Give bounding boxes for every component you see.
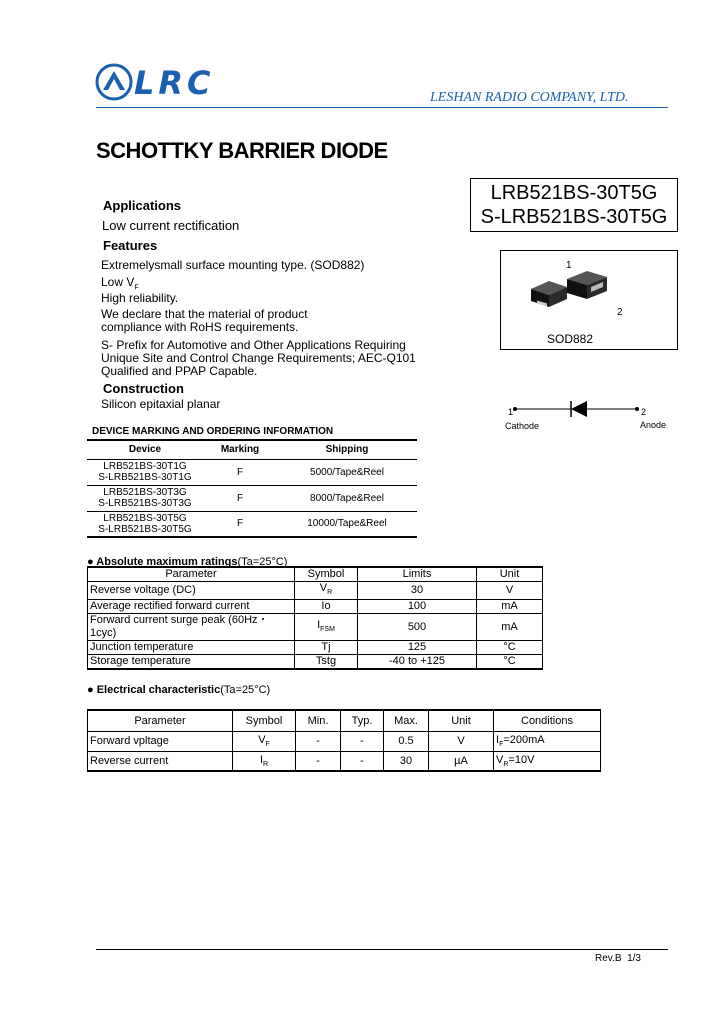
typ-cell: - bbox=[341, 751, 384, 771]
feature-item: S- Prefix for Automotive and Other Applications Requiring bbox=[101, 338, 406, 352]
features-heading: Features bbox=[103, 238, 158, 253]
limits-cell: 125 bbox=[358, 641, 477, 655]
construction-heading: Construction bbox=[103, 381, 184, 396]
shipping-cell: 5000/Tape&Reel bbox=[310, 466, 384, 478]
col-parameter: Parameter bbox=[88, 567, 295, 582]
col-unit: Unit bbox=[429, 710, 494, 731]
table-header-row bbox=[87, 441, 417, 459]
logo-text: LRC bbox=[134, 64, 215, 102]
feature-item: compliance with RoHS requirements. bbox=[101, 320, 299, 334]
col-parameter: Parameter bbox=[88, 710, 233, 731]
col-conditions: Conditions bbox=[494, 710, 601, 731]
table-header-row bbox=[88, 710, 601, 731]
limits-cell: -40 to +125 bbox=[358, 655, 477, 670]
absolute-heading: ● Absolute maximum ratings(Ta=25°C) bbox=[87, 556, 288, 568]
symbol-cell: Tstg bbox=[295, 655, 358, 670]
marking-cell: F bbox=[236, 466, 244, 478]
symbol-cell: $I_{FSM}$ bbox=[295, 614, 358, 641]
col-unit: Unit bbox=[477, 567, 543, 582]
col-marking: Marking bbox=[220, 444, 260, 456]
typ-cell: - bbox=[341, 731, 384, 751]
unit-cell: °C bbox=[477, 641, 543, 655]
feature-item: High reliability. bbox=[101, 291, 179, 305]
symbol-cell: Io bbox=[295, 600, 358, 614]
max-cell: 0.5 bbox=[384, 731, 429, 751]
part-number-box bbox=[470, 178, 678, 232]
parameter-cell: Average rectified forward current bbox=[88, 600, 295, 614]
part-number-1: LRB521BS-30T5G bbox=[490, 182, 658, 204]
electrical-heading: ● Electrical characteristic(Ta=25°C) bbox=[87, 684, 271, 696]
table-row bbox=[87, 485, 417, 511]
absolute-ratings-table bbox=[87, 566, 543, 670]
col-symbol: Symbol bbox=[295, 567, 358, 582]
parameter-cell: Junction temperature bbox=[88, 641, 295, 655]
col-symbol: Symbol bbox=[233, 710, 296, 731]
symbol-cell: Tj bbox=[295, 641, 358, 655]
table-row bbox=[88, 655, 543, 670]
applications-text: Low current rectification bbox=[102, 218, 240, 233]
header-rule bbox=[96, 107, 668, 108]
symbol-pin2-label: 2 bbox=[641, 407, 647, 417]
limits-cell: 100 bbox=[358, 600, 477, 614]
parameter-cell: Forward vpltage bbox=[88, 731, 233, 751]
feature-item: Qualified and PPAP Capable. bbox=[101, 364, 258, 378]
company-name: LESHAN RADIO COMPANY, LTD. bbox=[430, 90, 629, 105]
page-number: 1/3 bbox=[627, 953, 641, 964]
construction-text: Silicon epitaxial planar bbox=[101, 397, 221, 411]
col-device: Device bbox=[128, 444, 162, 456]
electrical-table bbox=[87, 709, 601, 772]
applications-heading: Applications bbox=[103, 198, 182, 213]
lrc-logo-icon bbox=[94, 62, 134, 102]
feature-item: Low $V_F$ bbox=[101, 275, 139, 292]
limits-cell: 500 bbox=[358, 614, 477, 641]
col-max: Max. bbox=[384, 710, 429, 731]
symbol-cell: $V_F$ bbox=[233, 731, 296, 751]
table-row bbox=[88, 751, 601, 771]
parameter-cell: Reverse current bbox=[88, 751, 233, 771]
package-name: SOD882 bbox=[547, 332, 594, 346]
symbol-pin1-label: 1 bbox=[508, 407, 514, 417]
footer-revision: Rev.B 1/3 bbox=[595, 953, 641, 964]
unit-cell: µA bbox=[429, 751, 494, 771]
marking-cell: F bbox=[236, 492, 244, 504]
package-pin2-label: 2 bbox=[617, 307, 623, 318]
symbol-cell: $I_R$ bbox=[233, 751, 296, 771]
conditions-cell: $I_F=200mA$ bbox=[494, 731, 601, 751]
table-row bbox=[88, 582, 543, 600]
logo bbox=[94, 62, 134, 102]
footer-rule bbox=[96, 949, 668, 950]
feature-item: Extremelysmall surface mounting type. (SOD882) bbox=[101, 258, 365, 272]
part-number-2: S-LRB521BS-30T5G bbox=[480, 206, 668, 228]
ordering-table bbox=[87, 441, 417, 538]
shipping-cell: 10000/Tape&Reel bbox=[307, 518, 387, 530]
device-cell: LRB521BS-30T1G S-LRB521BS-30T1G bbox=[98, 461, 192, 483]
unit-cell: V bbox=[477, 582, 543, 600]
device-cell: LRB521BS-30T5G S-LRB521BS-30T5G bbox=[98, 512, 192, 535]
feature-item: We declare that the material of product bbox=[101, 307, 308, 321]
unit-cell: V bbox=[429, 731, 494, 751]
package-pin1-label: 1 bbox=[566, 260, 572, 271]
col-typ: Typ. bbox=[341, 710, 384, 731]
device-cell: LRB521BS-30T3G S-LRB521BS-30T3G bbox=[98, 487, 192, 509]
unit-cell: mA bbox=[477, 614, 543, 641]
min-cell: - bbox=[296, 731, 341, 751]
col-min: Min. bbox=[296, 710, 341, 731]
page-title: SCHOTTKY BARRIER DIODE bbox=[96, 138, 388, 163]
table-row bbox=[87, 511, 417, 537]
parameter-cell: Forward current surge peak (60Hz・1cyc) bbox=[88, 614, 295, 641]
unit-cell: °C bbox=[477, 655, 543, 670]
table-row bbox=[88, 641, 543, 655]
marking-cell: F bbox=[236, 518, 244, 530]
col-shipping: Shipping bbox=[325, 444, 369, 456]
parameter-cell: Storage temperature bbox=[88, 655, 295, 670]
table-row bbox=[88, 614, 543, 641]
min-cell: - bbox=[296, 751, 341, 771]
shipping-cell: 8000/Tape&Reel bbox=[310, 492, 384, 504]
table-header-row bbox=[88, 567, 543, 582]
table-row bbox=[87, 459, 417, 485]
feature-item: Unique Site and Control Change Requirements; AEC-Q101 bbox=[101, 351, 416, 365]
col-limits: Limits bbox=[358, 567, 477, 582]
anode-label: Anode bbox=[640, 420, 667, 430]
limits-cell: 30 bbox=[358, 582, 477, 600]
unit-cell: mA bbox=[477, 600, 543, 614]
ordering-heading: DEVICE MARKING AND ORDERING INFORMATION bbox=[92, 426, 334, 437]
cathode-label: Cathode bbox=[505, 421, 540, 431]
conditions-cell: $V_R=10V$ bbox=[494, 751, 601, 771]
max-cell: 30 bbox=[384, 751, 429, 771]
table-row bbox=[88, 731, 601, 751]
symbol-cell: $V_R$ bbox=[295, 582, 358, 600]
package-image-box bbox=[500, 250, 678, 350]
table-row bbox=[88, 600, 543, 614]
parameter-cell: Reverse voltage (DC) bbox=[88, 582, 295, 600]
